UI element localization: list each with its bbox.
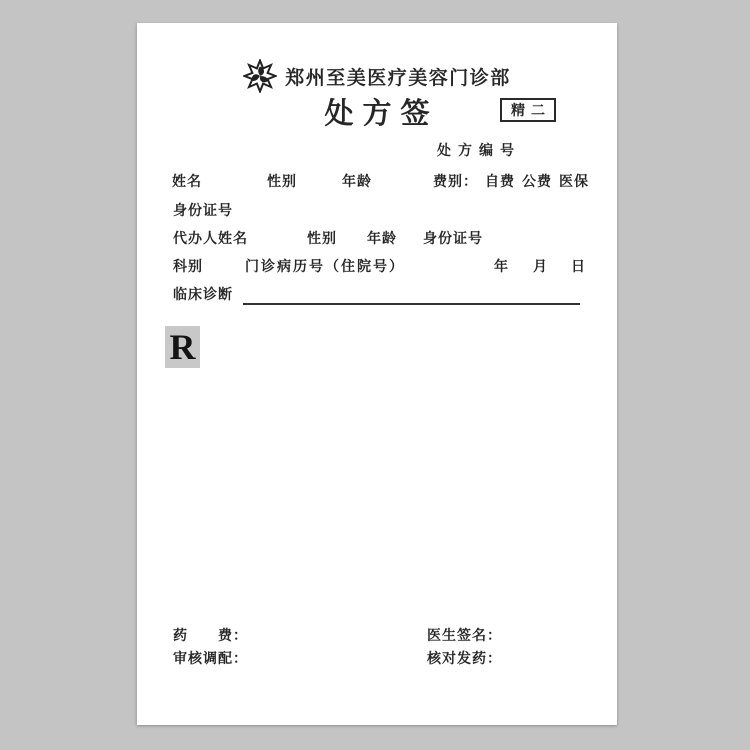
fee-type-label: 费别：	[433, 175, 478, 190]
date-month-label: 月	[533, 260, 548, 275]
agent-age-label: 年龄	[367, 232, 397, 247]
fee-option-self-pay: 自费	[485, 175, 515, 190]
department-label: 科别	[173, 260, 203, 275]
record-no-label: 门诊病历号（住院号）	[245, 260, 405, 275]
diagnosis-underline	[243, 303, 580, 305]
eight-pointed-star-icon	[243, 59, 277, 93]
clinic-header	[137, 59, 617, 93]
name-label: 姓名	[172, 175, 202, 190]
fee-type-group	[433, 175, 589, 191]
agent-id-label: 身份证号	[423, 232, 483, 247]
fee-option-insurance: 医保	[559, 175, 589, 190]
form-title: 处方签	[324, 98, 439, 130]
drug-class-badge: 精二	[500, 98, 556, 122]
date-day-label: 日	[571, 260, 586, 275]
prescription-no-label: 处方编号	[437, 144, 521, 159]
check-issue-label: 核对发药：	[427, 652, 502, 667]
doctor-signature-label: 医生签名：	[427, 629, 502, 644]
id-no-label: 身份证号	[173, 204, 233, 219]
review-dispense-label: 审核调配：	[173, 652, 248, 667]
prescription-form-page	[137, 23, 617, 725]
fee-option-public: 公费	[522, 175, 552, 190]
rx-symbol: R	[165, 326, 200, 368]
diagnosis-label: 临床诊断	[173, 288, 233, 303]
gender-label: 性别	[267, 175, 297, 190]
clinic-name: 郑州至美医疗美容门诊部	[285, 67, 511, 89]
drug-fee-label: 药 费：	[173, 629, 248, 644]
agent-gender-label: 性别	[307, 232, 337, 247]
date-year-label: 年	[494, 260, 509, 275]
age-label: 年龄	[342, 175, 372, 190]
agent-name-label: 代办人姓名	[173, 232, 248, 247]
